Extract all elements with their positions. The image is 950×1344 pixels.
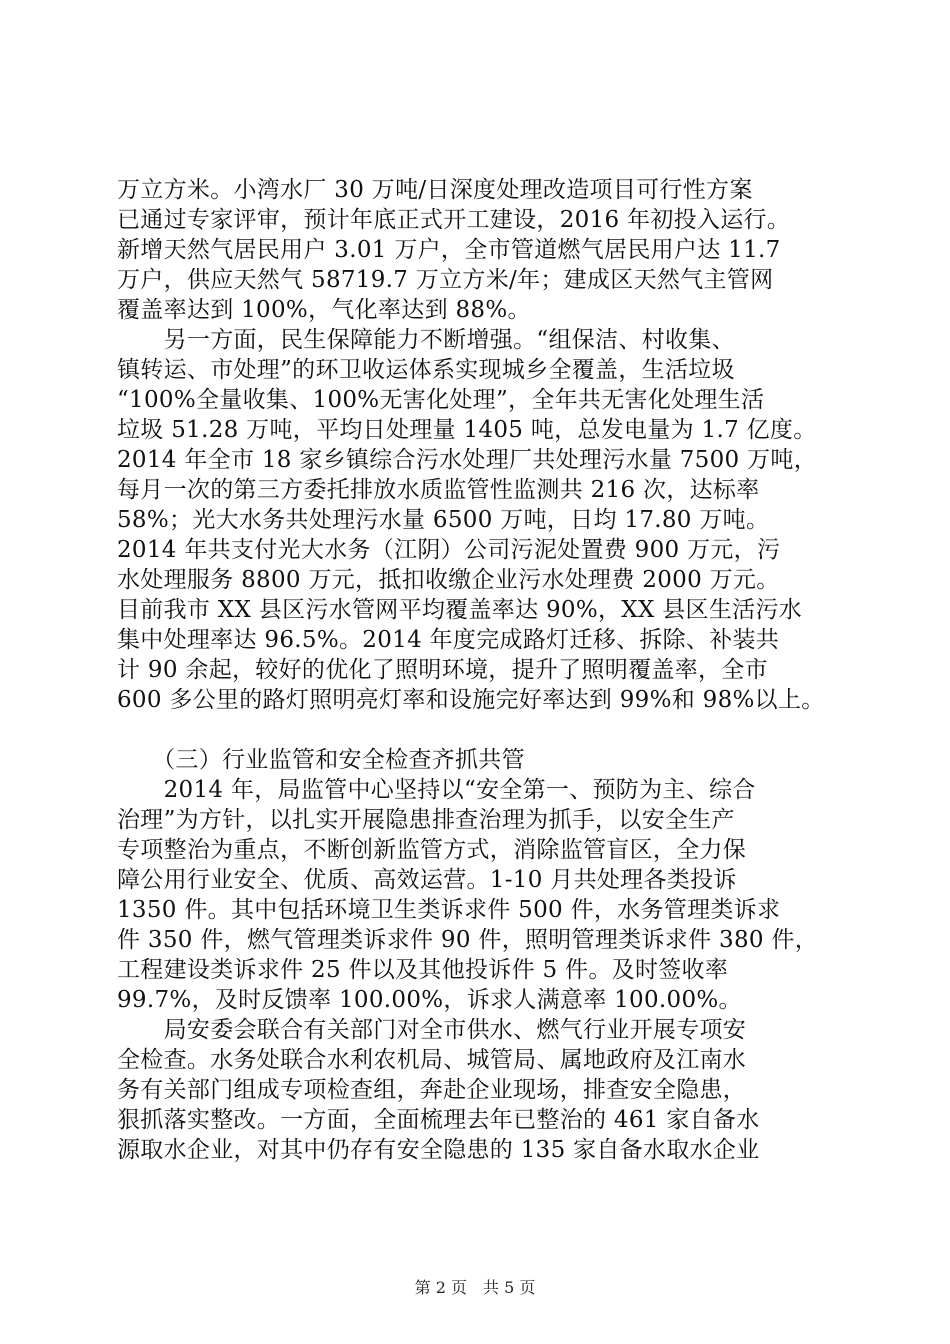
text-line: 另一方面，民生保障能力不断增强。“组保洁、村收集、 [117, 327, 735, 353]
text-line: 计 90 余起，较好的优化了照明环境，提升了照明覆盖率，全市 [117, 657, 768, 683]
paragraph-water-gas [117, 175, 835, 325]
text-line: 垃圾 51.28 万吨，平均日处理量 1405 吨，总发电量为 1.7 亿度。 [117, 417, 817, 443]
text-line: 治理”为方针，以扎实开展隐患排查治理为抓手，以安全生产 [117, 807, 735, 833]
text-line: 狠抓落实整改。一方面，全面梳理去年已整治的 461 家自备水 [117, 1107, 760, 1133]
text-line: 已通过专家评审，预计年底正式开工建设，2016 年初投入运行。 [117, 207, 791, 233]
text-line: 万户，供应天然气 58719.7 万立方米/年；建成区天然气主管网 [117, 267, 774, 293]
text-line: 镇转运、市处理”的环卫收运体系实现城乡全覆盖，生活垃圾 [117, 357, 735, 383]
text-line: 务有关部门组成专项检查组，奔赴企业现场，排查安全隐患， [117, 1077, 747, 1103]
text-line: 障公用行业安全、优质、高效运营。1-10 月共处理各类投诉 [117, 867, 737, 893]
page-number-footer: 第 2 页 共 5 页 [414, 1278, 536, 1297]
text-line: 600 多公里的路灯照明亮灯率和设施完好率达到 99%和 98%以上。 [117, 687, 825, 713]
text-line: “100%全量收集、100%无害化处理”，全年共无害化处理生活 [117, 387, 765, 413]
text-line: 2014 年全市 18 家乡镇综合污水处理厂共处理污水量 7500 万吨， [117, 447, 817, 473]
text-line: 新增天然气居民用户 3.01 万户，全市管道燃气居民用户达 11.7 [117, 237, 781, 263]
text-line: 源取水企业，对其中仍存有安全隐患的 135 家自备水取水企业 [117, 1137, 760, 1163]
text-line: 集中处理率达 96.5%。2014 年度完成路灯迁移、拆除、补装共 [117, 627, 780, 653]
text-line: 覆盖率达到 100%，气化率达到 88%。 [117, 297, 531, 323]
text-line: 件 350 件，燃气管理类诉求件 90 件，照明管理类诉求件 380 件， [117, 927, 819, 953]
text-line: 局安委会联合有关部门对全市供水、燃气行业开展专项安 [117, 1017, 747, 1043]
text-line: 全检查。水务处联合水利农机局、城管局、属地政府及江南水 [117, 1047, 747, 1073]
text-line: 水处理服务 8800 万元，抵扣收缴企业污水处理费 2000 万元。 [117, 567, 780, 593]
text-line: 99.7%，及时反馈率 100.00%，诉求人满意率 100.00%。 [117, 987, 742, 1013]
text-line: 每月一次的第三方委托排放水质监管性监测共 216 次，达标率 [117, 477, 760, 503]
text-line: 2014 年共支付光大水务（江阴）公司污泥处置费 900 万元，污 [117, 537, 781, 563]
paragraph-safety-inspection [117, 1015, 835, 1165]
text-line: 工程建设类诉求件 25 件以及其他投诉件 5 件。及时签收率 [117, 957, 729, 983]
text-line: 万立方米。小湾水厂 30 万吨/日深度处理改造项目可行性方案 [117, 177, 753, 203]
text-line: 2014 年，局监管中心坚持以“安全第一、预防为主、综合 [117, 777, 756, 803]
document-body [117, 175, 835, 1165]
paragraph-livelihood [117, 325, 835, 715]
section-heading: （三）行业监管和安全检查齐抓共管 [117, 747, 525, 773]
paragraph-supervision [117, 775, 835, 1015]
text-line: 专项整治为重点，不断创新监管方式，消除监管盲区，全力保 [117, 837, 747, 863]
text-line: 目前我市 XX 县区污水管网平均覆盖率达 90%，XX 县区生活污水 [117, 597, 803, 623]
paragraph-spacer [117, 715, 835, 745]
text-line: 1350 件。其中包括环境卫生类诉求件 500 件，水务管理类诉求 [117, 897, 781, 923]
text-line: 58%；光大水务共处理污水量 6500 万吨，日均 17.80 万吨。 [117, 507, 770, 533]
